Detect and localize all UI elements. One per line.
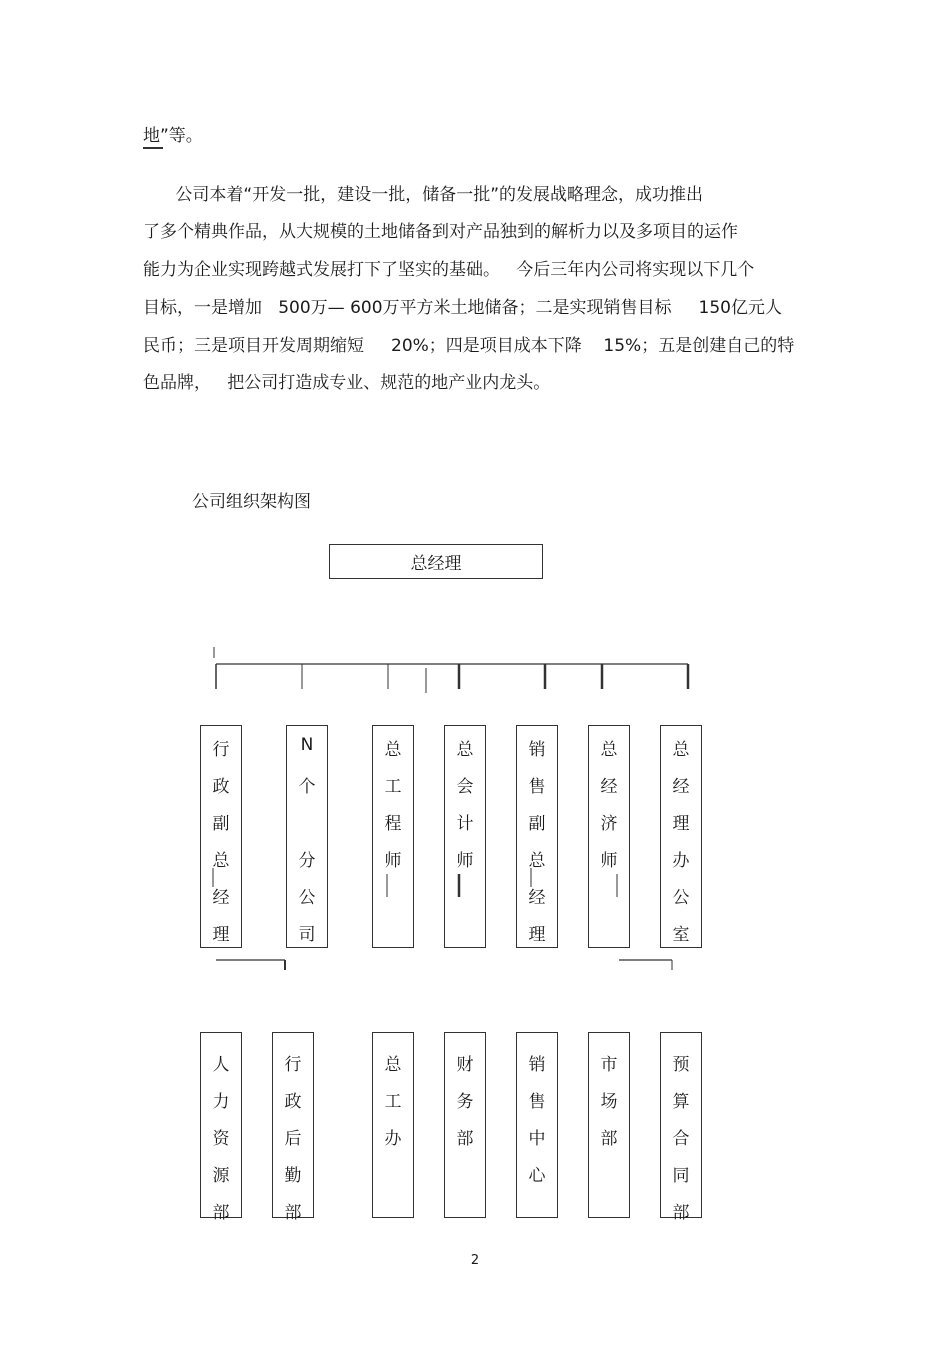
org-box-char: 济 [600,814,618,834]
org-box-char: 副 [528,814,546,834]
org-box-char: 工 [384,1092,402,1112]
org-box-char: 合 [672,1129,690,1149]
text-line-5: 目标，一是增加 500万— 600万平方米土地储备；二是实现销售目标 150亿元人 [143,298,782,318]
org-box-char: 总 [672,740,690,760]
org-box-char: 政 [212,777,230,797]
org-box-char: 总 [212,851,230,871]
org-box-char: 办 [384,1129,402,1149]
org-box-char: 总 [384,1055,402,1075]
org-box-char: 理 [528,925,546,945]
org-box-char: 场 [600,1092,618,1112]
org-box-char: 人 [212,1055,230,1075]
org-box-char: 销 [528,740,546,760]
org-box-sales-center [516,1032,558,1218]
page-number: 2 [470,1253,480,1268]
org-box-char: 部 [212,1203,230,1223]
org-box-char: 总 [600,740,618,760]
org-box-char: 源 [212,1166,230,1186]
org-box-char: 市 [600,1055,618,1075]
org-box-char: 部 [456,1129,474,1149]
org-box-n-branch-companies [286,725,328,948]
text-line-6: 民币；三是项目开发周期缩短 20%；四是项目成本下降 15%；五是创建自己的特 [143,336,795,356]
org-box-char: 理 [212,925,230,945]
org-box-char: 分 [298,851,316,871]
org-box-vice-gm-admin [200,725,242,948]
org-box-char: 经 [212,888,230,908]
text-line-2: 公司本着“开发一批，建设一批，储备一批”的发展战略理念，成功推出 [143,185,704,205]
org-box-char: 经 [528,888,546,908]
org-box-chief-accountant [444,725,486,948]
org-box-char: 资 [212,1129,230,1149]
org-box-char: 总 [384,740,402,760]
org-box-char: 会 [456,777,474,797]
org-box-char: 副 [212,814,230,834]
org-box-chief-economist [588,725,630,948]
org-chart-heading: 公司组织架构图 [192,492,311,512]
org-box-char: 计 [456,814,474,834]
text-line-7: 色品牌， 把公司打造成专业、规范的地产业内龙头。 [143,373,551,393]
org-box-char: 总 [456,740,474,760]
org-box-char: 力 [212,1092,230,1112]
org-box-char: 理 [672,814,690,834]
org-box-char: 师 [456,851,474,871]
org-box-char: 程 [384,814,402,834]
org-box-char: N [300,735,314,755]
org-box-char: 预 [672,1055,690,1075]
org-box-char: 务 [456,1092,474,1112]
org-box-char: 同 [672,1166,690,1186]
org-box-char: 经 [672,777,690,797]
org-box-budget-contract-dept [660,1032,702,1223]
org-box-char: 办 [672,851,690,871]
org-box-char: 个 [298,777,316,797]
org-box-char: 行 [284,1055,302,1075]
org-box-char: 经 [600,777,618,797]
org-box-char: 算 [672,1092,690,1112]
text-line-3: 了多个精典作品，从大规模的土地储备到对产品独到的解析力以及多项目的运作 [143,222,738,242]
org-box-char: 室 [672,925,690,945]
org-box-char: 部 [284,1203,302,1223]
text-line-1: 地”等。 [143,126,203,146]
org-box-char: 工 [384,777,402,797]
org-box-chief-engineer-office [372,1032,414,1218]
org-box-char: 售 [528,777,546,797]
org-box-char: 师 [600,851,618,871]
org-box-char: 勤 [284,1166,302,1186]
org-box-admin-logistics-dept [272,1032,314,1223]
org-box-vice-gm-sales [516,725,558,948]
org-box-char: 财 [456,1055,474,1075]
org-box-char: 售 [528,1092,546,1112]
org-box-char: 司 [298,925,316,945]
org-box-char: 中 [528,1129,546,1149]
org-box-char: 行 [212,740,230,760]
org-box-marketing-dept [588,1032,630,1218]
org-box-char: 师 [384,851,402,871]
org-box-chief-engineer [372,725,414,948]
org-box-char: 公 [672,888,690,908]
org-box-finance-dept [444,1032,486,1218]
org-box-char: 心 [528,1166,546,1186]
text-line-4: 能力为企业实现跨越式发展打下了坚实的基础。 今后三年内公司将实现以下几个 [143,260,755,280]
org-box-char: 政 [284,1092,302,1112]
org-box-char: 公 [298,888,316,908]
org-box-char: 总 [528,851,546,871]
org-box-char: 销 [528,1055,546,1075]
org-box-hr-dept [200,1032,242,1223]
org-box-char: 后 [284,1129,302,1149]
org-box-general-manager: 总经理 [329,544,543,579]
org-box-char: 部 [672,1203,690,1223]
org-box-char: 部 [600,1129,618,1149]
org-box-gm-office [660,725,702,948]
